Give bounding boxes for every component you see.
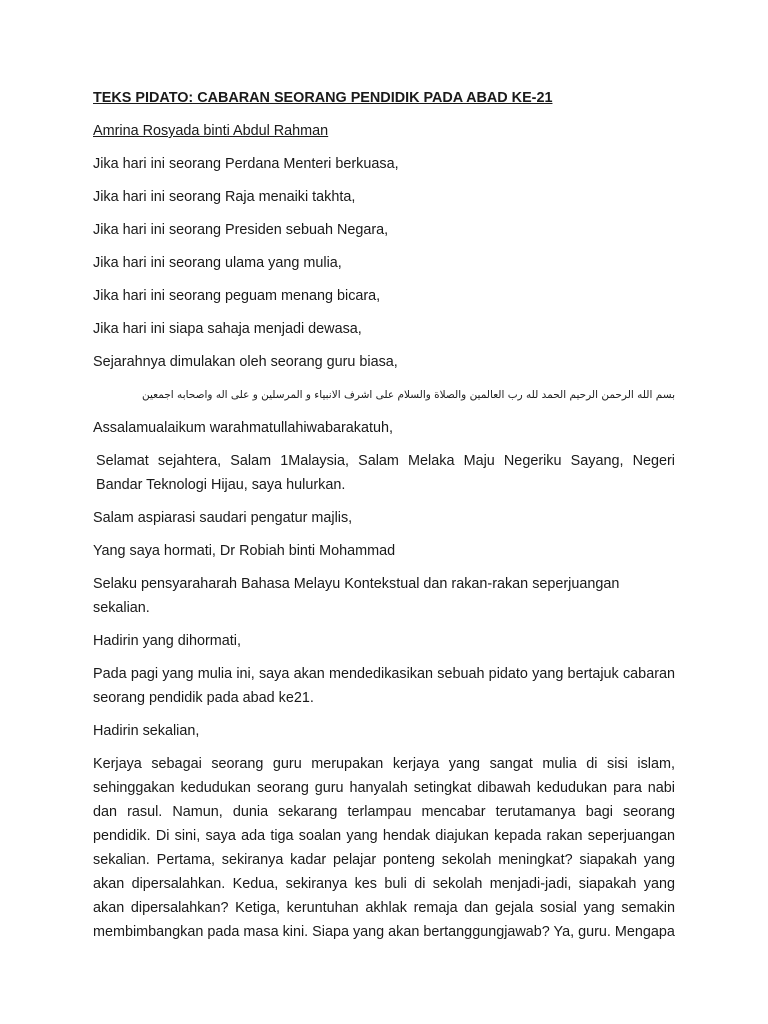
intro-paragraph: Pada pagi yang mulia ini, saya akan mendedikasikan sebuah pidato yang bertajuk cabaran seorang pendidik pada abad ke21. <box>93 666 675 706</box>
verse-line: Jika hari ini seorang Raja menaiki takhta, <box>93 189 356 205</box>
audience-address: Hadirin yang dihormati, <box>93 633 241 649</box>
speech-title: TEKS PIDATO: CABARAN SEORANG PENDIDIK PADA ABAD KE-21 <box>93 90 553 106</box>
verse-line: Jika hari ini siapa sahaja menjadi dewasa, <box>93 321 362 337</box>
audience-address: Hadirin sekalian, <box>93 723 200 739</box>
author-name: Amrina Rosyada binti Abdul Rahman <box>93 123 329 139</box>
verse-line: Jika hari ini seorang Presiden sebuah Negara, <box>93 222 389 238</box>
honoured-guest: Yang saya hormati, Dr Robiah binti Mohammad <box>93 543 396 559</box>
verse-line: Jika hari ini seorang peguam menang bicara, <box>93 288 381 304</box>
verse-line: Jika hari ini seorang ulama yang mulia, <box>93 255 342 271</box>
verse-line: Sejarahnya dimulakan oleh seorang guru biasa, <box>93 354 398 370</box>
salutation: Selamat sejahtera, Salam 1Malaysia, Salam Melaka Maju Negeriku Sayang, Negeri Bandar Teknologi Hijau, saya hulurkan. <box>96 453 675 493</box>
greeting: Assalamualaikum warahmatullahiwabarakatuh, <box>93 420 393 436</box>
document-page <box>93 86 675 944</box>
chair-greeting: Salam aspiarasi saudari pengatur majlis, <box>93 510 353 526</box>
body-paragraph: Kerjaya sebagai seorang guru merupakan kerjaya yang sangat mulia di sisi islam, sehinggakan kedudukan seorang guru hanyalah setingkat dibawah kedudukan para nabi dan rasul. Namun, dunia sekarang terlampau mencabar terutamanya bagi seorang pendidik. Di sini, saya ada tiga soalan yang hendak diajukan kepada rakan seperjuangan sekalian. Pertama, sekiranya kadar pelajar ponteng sekolah meningkat? siapakah yang akan dipersalahkan. Kedua, sekiranya kes buli di sekolah menjadi-jadi, siapakah yang akan dipersalahkan? Ketiga, keruntuhan akhlak remaja dan gejala sosial yang semakin membimbangkan pada masa kini. Siapa yang akan bertanggungjawab? Ya, guru. Mengapa <box>93 756 675 940</box>
arabic-opening: بسم الله الرحمن الرحيم الحمد لله رب العالمين والصلاة والسلام على اشرف الانبياء و المرسلين و على اله واصحابه اجمعين <box>142 389 675 401</box>
verse-line: Jika hari ini seorang Perdana Menteri berkuasa, <box>93 156 399 172</box>
lecturer-greeting: Selaku pensyaraharah Bahasa Melayu Kontekstual dan rakan-rakan seperjuangan sekalian. <box>93 576 620 616</box>
